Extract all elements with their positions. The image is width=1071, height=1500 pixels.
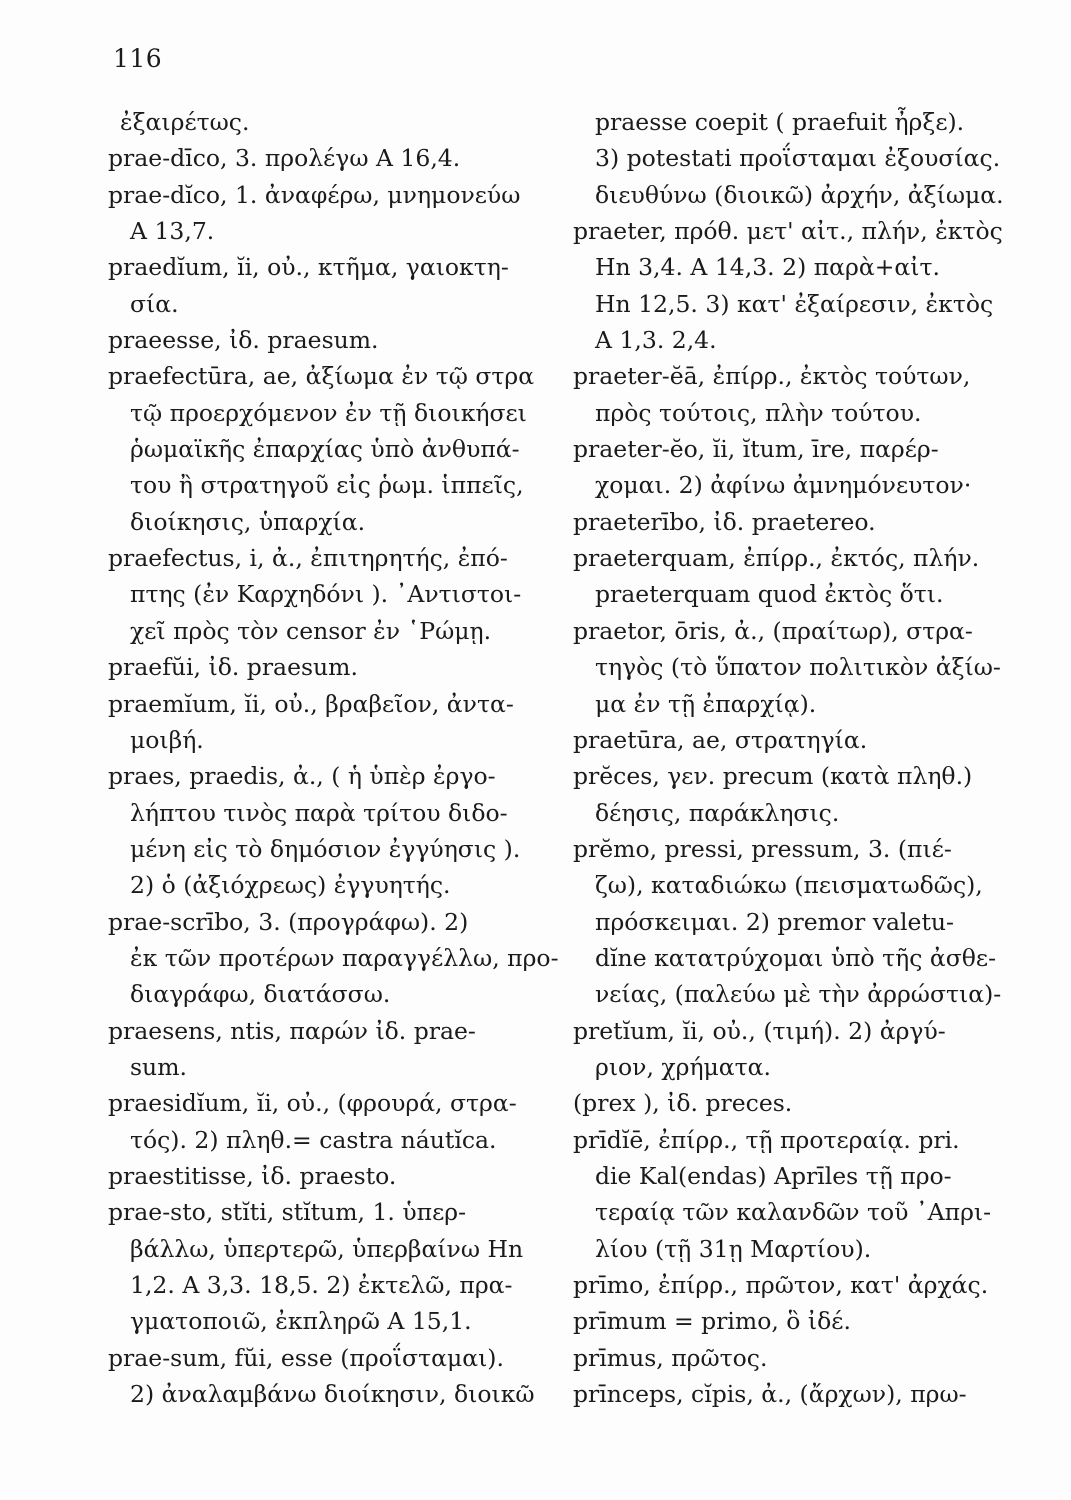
- entry-continuation-line: μα ἐν τῇ ἐπαρχίᾳ).: [595, 689, 817, 718]
- entry-continuation-line: τεραίᾳ τῶν καλανδῶν τοῦ ᾿Απρι-: [595, 1198, 992, 1227]
- entry-continuation-line: A 13,7.: [130, 217, 215, 246]
- entry-headword-line: prīmus, πρῶτος.: [573, 1343, 768, 1372]
- entry-headword-line: praeterquam, ἐπίρρ., ἐκτός, πλήν.: [573, 544, 980, 573]
- entry-headword-line: praedĭum, ĭi, οὐ., κτῆμα, γαιοκτη-: [108, 253, 509, 282]
- entry-continuation-line: χεῖ πρὸς τὸν censor ἐν ῾Ρώμῃ.: [130, 616, 492, 645]
- entry-continuation-line: 2) ὁ (ἀξιόχρεως) ἐγγυητής.: [130, 871, 451, 900]
- entry-headword-line: praesidĭum, ĭi, οὐ., (φρουρά, στρα-: [108, 1089, 517, 1118]
- entry-headword-line: prae-scrībo, 3. (προγράφω). 2): [108, 907, 469, 936]
- entry-continuation-line: sum.: [130, 1052, 187, 1081]
- entry-continuation-line: τῷ προερχόμενον ἐν τῇ διοικήσει: [130, 398, 527, 427]
- entry-continuation-line: πτης (ἐν Καρχηδόνι ). ᾿Αντιστοι-: [130, 580, 522, 609]
- entry-continuation-line: τός). 2) πληθ.= castra náutĭca.: [130, 1125, 497, 1154]
- entry-continuation-line: δέησις, παράκλησις.: [595, 798, 840, 827]
- entry-headword-line: prīnceps, cĭpis, ἀ., (ἄρχων), πρω-: [573, 1380, 967, 1409]
- entry-continuation-line: A 1,3. 2,4.: [595, 326, 717, 355]
- entry-headword-line: praeter-ĕā, ἐπίρρ., ἐκτὸς τούτων,: [573, 362, 971, 391]
- entry-headword-line: prae-sum, fŭi, esse (προΐσταμαι).: [108, 1343, 504, 1372]
- entry-continuation-line: dĭne κατατρύχομαι ὑπὸ τῆς ἀσθε-: [595, 943, 997, 972]
- page-number: 116: [113, 44, 163, 73]
- entry-headword-line: praetūra, ae, στρατηγία.: [573, 725, 868, 754]
- entry-continuation-line: Hn 3,4. A 14,3. 2) παρὰ+αἰτ.: [595, 253, 940, 282]
- entry-continuation-line: πρὸς τούτοις, πλὴν τούτου.: [595, 398, 922, 427]
- right-column: [573, 104, 1021, 1412]
- entry-headword-line: prae-sto, stĭti, stĭtum, 1. ὑπερ-: [108, 1198, 467, 1227]
- entry-continuation-line: die Kal(endas) Aprīles τῇ προ-: [595, 1161, 952, 1190]
- entry-headword-line: prĕces, γεν. precum (κατὰ πληθ.): [573, 762, 973, 791]
- entry-continuation-line: ἐξαιρέτως.: [120, 108, 250, 136]
- entry-headword-line: praeterībo, ἰδ. praetereo.: [573, 507, 876, 536]
- entry-continuation-line: του ἢ στρατηγοῦ εἰς ῥωμ. ἱππεῖς,: [130, 471, 524, 500]
- entry-continuation-line: λίου (τῇ 31ῃ Μαρτίου).: [595, 1234, 872, 1263]
- entry-continuation-line: praesse coepit ( praefuit ἦρξε).: [595, 108, 965, 136]
- entry-continuation-line: λήπτου τινὸς παρὰ τρίτου διδο-: [130, 798, 508, 827]
- entry-continuation-line: νείας, (παλεύω μὲ τὴν ἀρρώστια)-: [595, 980, 1002, 1009]
- entry-headword-line: prĕmo, pressi, pressum, 3. (πιέ-: [573, 834, 952, 863]
- entry-headword-line: prīdĭē, ἐπίρρ., τῇ προτεραίᾳ. pri.: [573, 1125, 960, 1154]
- entry-headword-line: praeter-ĕo, ĭi, ĭtum, īre, παρέρ-: [573, 435, 939, 464]
- entry-headword-line: praeesse, ἰδ. praesum.: [108, 326, 379, 355]
- entry-continuation-line: ῥωμαϊκῆς ἐπαρχίας ὑπὸ ἀνθυπά-: [130, 435, 520, 464]
- entry-continuation-line: διαγράφω, διατάσσω.: [130, 980, 391, 1009]
- entry-continuation-line: μένη εἰς τὸ δημόσιον ἐγγύησις ).: [130, 834, 521, 863]
- entry-continuation-line: ζω), καταδιώκω (πεισματωδῶς),: [595, 871, 983, 900]
- entry-headword-line: (prex ), ἰδ. preces.: [573, 1089, 793, 1118]
- entry-continuation-line: μοιβή.: [130, 725, 204, 754]
- entry-continuation-line: διοίκησις, ὑπαρχία.: [130, 507, 366, 536]
- entry-continuation-line: Hn 12,5. 3) κατ' ἐξαίρεσιν, ἐκτὸς: [595, 289, 994, 318]
- entry-continuation-line: 1,2. A 3,3. 18,5. 2) ἐκτελῶ, πρα-: [130, 1271, 513, 1299]
- entry-headword-line: praefŭi, ἰδ. praesum.: [108, 653, 358, 682]
- entry-continuation-line: διευθύνω (διοικῶ) ἀρχήν, ἀξίωμα.: [595, 180, 1004, 209]
- entry-headword-line: prīmum = primo, ὃ ἰδέ.: [573, 1307, 851, 1336]
- entry-headword-line: prae-dĭco, 1. ἀναφέρω, μνημονεύω: [108, 180, 521, 209]
- entry-continuation-line: τηγὸς (τὸ ὕπατον πολιτικὸν ἀξίω-: [595, 653, 1001, 682]
- entry-continuation-line: χομαι. 2) ἀφίνω ἀμνημόνευτον·: [595, 471, 972, 500]
- entry-continuation-line: γματοποιῶ, ἐκπληρῶ A 15,1.: [130, 1307, 472, 1336]
- entry-headword-line: praes, praedis, ἀ., ( ἡ ὑπὲρ ἐργο-: [108, 762, 496, 791]
- entry-headword-line: pretĭum, ĭi, οὐ., (τιμή). 2) ἀργύ-: [573, 1016, 946, 1045]
- entry-headword-line: prīmo, ἐπίρρ., πρῶτον, κατ' ἀρχάς.: [573, 1271, 989, 1299]
- entry-continuation-line: βάλλω, ὑπερτερῶ, ὑπερβαίνω Hn: [130, 1234, 524, 1263]
- left-column: [108, 104, 559, 1412]
- entry-headword-line: prae-dīco, 3. προλέγω A 16,4.: [108, 144, 461, 173]
- entry-headword-line: praestitisse, ἰδ. praesto.: [108, 1161, 397, 1190]
- entry-headword-line: praefectus, i, ἀ., ἐπιτηρητής, ἐπό-: [108, 544, 508, 573]
- entry-headword-line: praesens, ntis, παρών ἰδ. prae-: [108, 1016, 476, 1045]
- entry-headword-line: praefectūra, ae, ἀξίωμα ἐν τῷ στρα: [108, 362, 535, 391]
- entry-headword-line: praeter, πρόθ. μετ' αἰτ., πλήν, ἐκτὸς: [573, 217, 1003, 246]
- entry-continuation-line: praeterquam quod ἐκτὸς ὅτι.: [595, 580, 944, 609]
- entry-continuation-line: πρόσκειμαι. 2) premor valetu-: [595, 907, 954, 936]
- entry-continuation-line: ριον, χρήματα.: [595, 1052, 772, 1081]
- entry-continuation-line: ἐκ τῶν προτέρων παραγγέλλω, προ-: [130, 943, 559, 972]
- entry-continuation-line: 2) ἀναλαμβάνω διοίκησιν, διοικῶ: [130, 1380, 535, 1409]
- entry-headword-line: praemĭum, ĭi, οὐ., βραβεῖον, ἀντα-: [108, 689, 514, 718]
- entry-headword-line: praetor, ōris, ἀ., (πραίτωρ), στρα-: [573, 616, 973, 645]
- entry-continuation-line: 3) potestati προΐσταμαι ἐξουσίας.: [595, 144, 1001, 173]
- entry-continuation-line: σία.: [130, 289, 179, 318]
